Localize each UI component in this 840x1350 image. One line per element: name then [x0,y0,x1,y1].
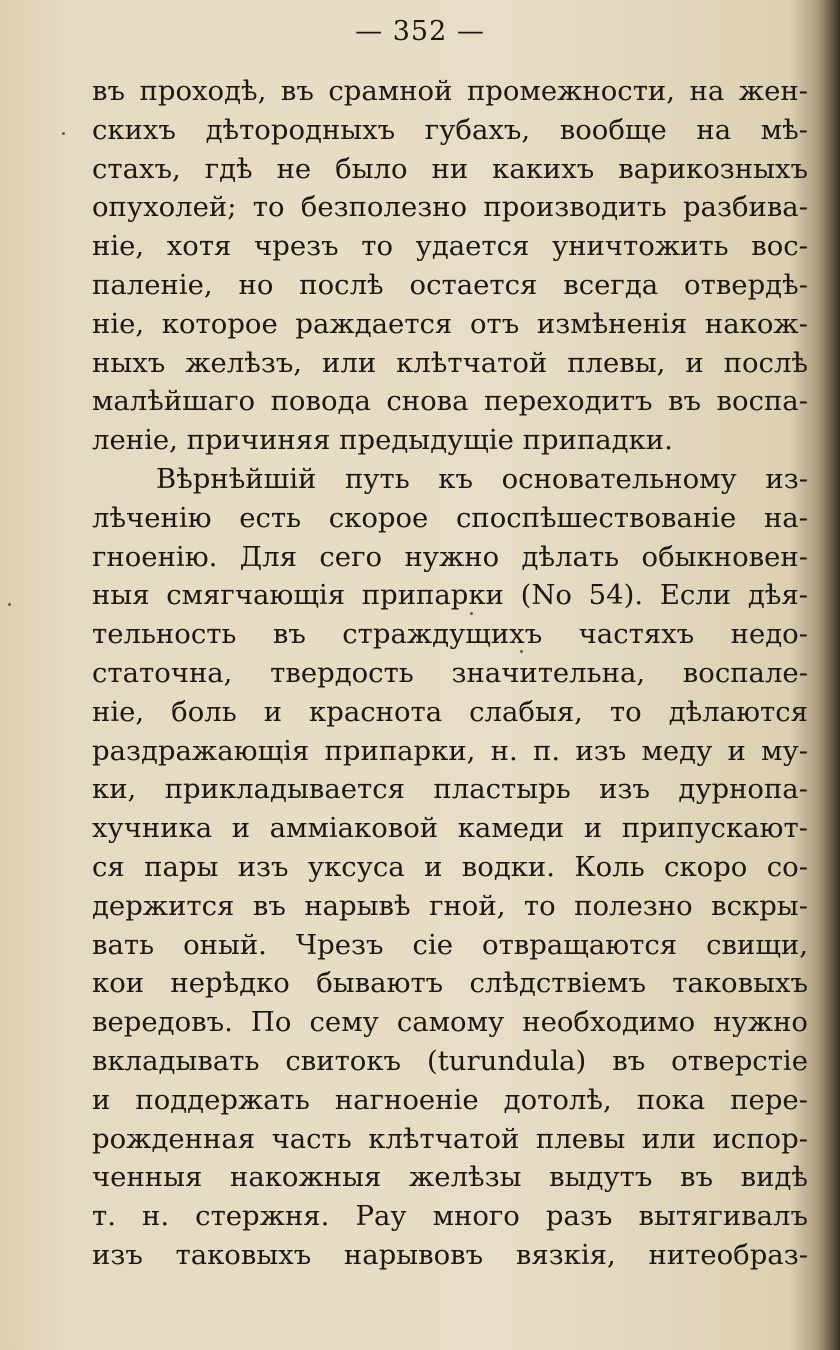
text-line: раздражающія припарки, н. п. изъ меду и му- [92,734,808,767]
text-line: гноенію. Для сего нужно дѣлать обыкновен- [92,540,808,573]
text-line: кои нерѣдко бываютъ слѣдствіемъ таковыхъ [92,967,808,1000]
text-line: вередовъ. По сему самому необходимо нужно [92,1006,808,1039]
paper-speck [470,612,473,615]
text-line: паленіе, но послѣ остается всегда отвердѣ- [92,268,808,301]
paper-speck [62,132,65,135]
text-line: и поддержать нагноеніе дотолѣ, пока пере- [92,1083,808,1116]
paper-speck [8,603,11,606]
text-line: малѣйшаго повода снова переходитъ въ воспа- [92,385,808,418]
text-line: ся пары изъ уксуса и водки. Коль скоро со- [92,850,808,883]
text-line: въ проходѣ, въ срамной промежности, на жен- [92,75,808,107]
text-line: ніе, хотя чрезъ то удается уничтожить вос- [92,230,808,263]
text-line: скихъ дѣтородныхъ губахъ, вообще на мѣ- [92,113,808,146]
text-line: ныя смягчающія припарки (No 54). Если дѣя- [92,579,808,612]
text-line: рожденная часть клѣтчатой плевы или испор- [92,1122,808,1155]
text-line: ныхъ желѣзъ, или клѣтчатой плевы, и послѣ [92,346,808,379]
text-line: опухолей; то безполезно производить разбива- [92,191,808,224]
text-line: ченныя накожныя желѣзы выдутъ въ видѣ [92,1161,808,1194]
page-edge-shadow [818,0,840,1350]
text-line: ніе, которое раждается отъ измѣненія накож- [92,307,808,340]
text-line: т. н. стержня. Рау много разъ вытягивалъ [92,1200,808,1233]
paragraph-start-line: Вѣрнѣйшій путь къ основательному из- [156,462,808,495]
text-line: леніе, причиняя предыдущіе припадки. [92,424,673,457]
paper-speck [520,650,523,653]
text-line: статочна, твердость значительна, воспале- [92,656,808,689]
page-number: — 352 — [355,16,485,47]
text-line: хучника и амміаковой камеди и припускают- [92,812,808,845]
text-line: лѣченію есть скорое споспѣшествованіе на- [92,501,808,534]
text-line: тельность въ страждущихъ частяхъ недо- [92,618,808,651]
text-line: вать оный. Чрезъ сіе отвращаются свищи, [92,928,808,961]
body-text [92,72,808,1275]
text-line: вкладывать свитокъ (turundula) въ отверстіе [92,1044,808,1077]
text-line: ніе, боль и краснота слабыя, то дѣлаются [92,695,808,728]
text-line: держится въ нарывѣ гной, то полезно вскры- [92,889,808,922]
text-line: стахъ, гдѣ не было ни какихъ варикозныхъ [92,152,808,185]
text-line: ки, прикладывается пластырь изъ дурнопа- [92,773,808,806]
text-line: изъ таковыхъ нарывовъ вязкія, нитеобраз- [92,1238,808,1271]
